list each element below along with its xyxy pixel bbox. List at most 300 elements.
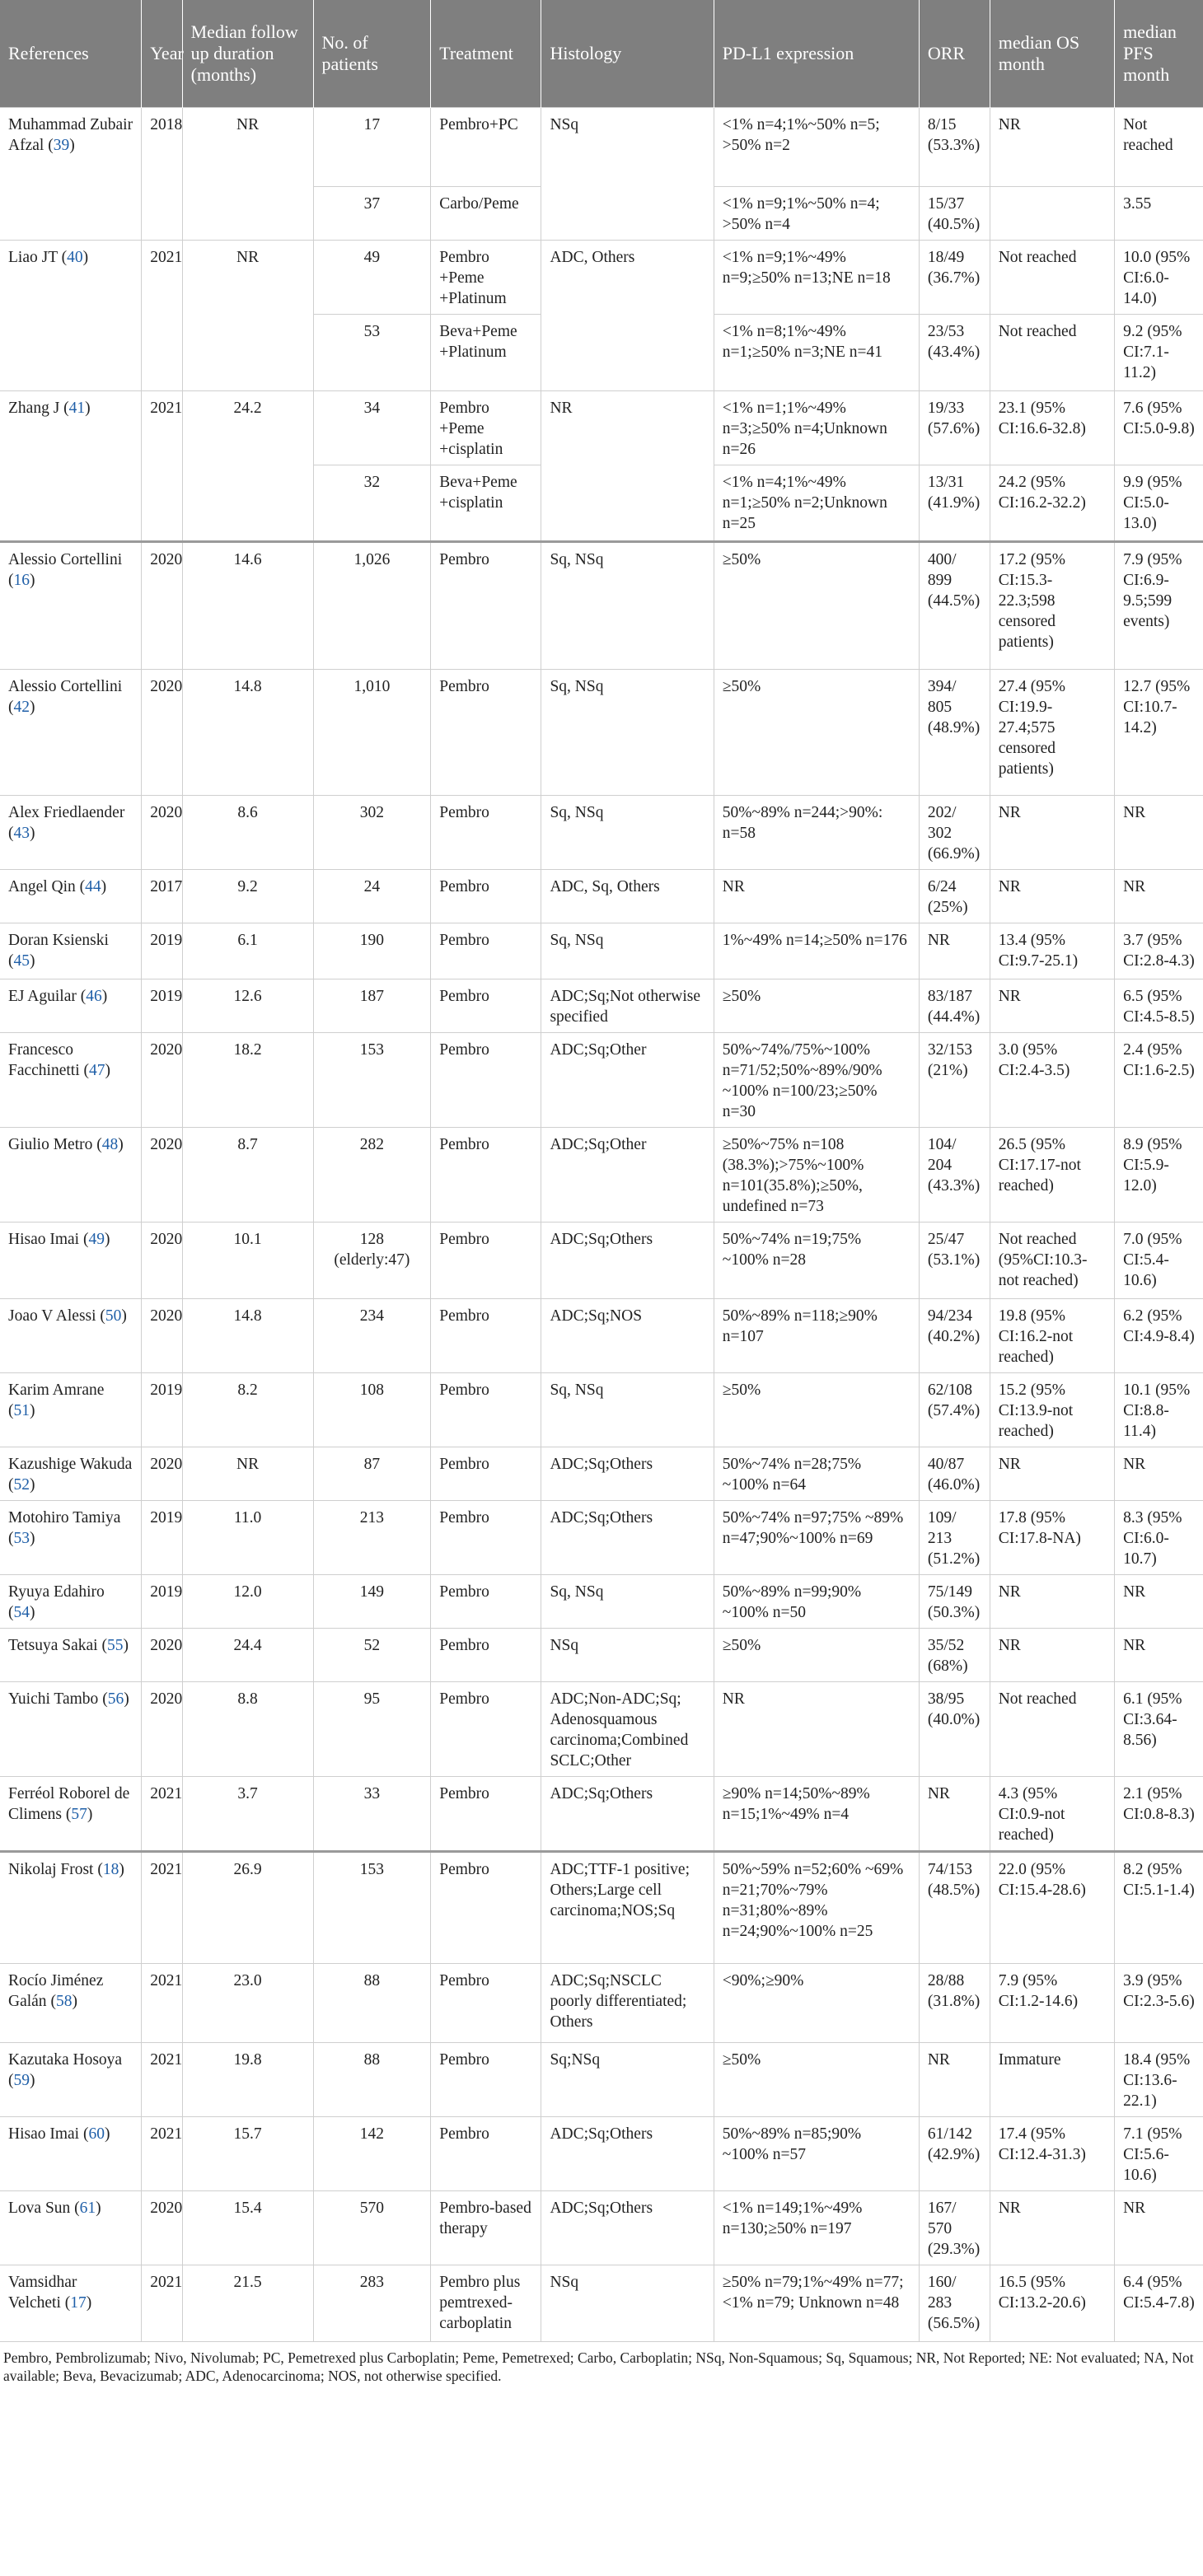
pfs-cell: 9.9 (95% CI:5.0-13.0) (1115, 465, 1203, 541)
table-row (0, 1372, 1203, 1447)
pdl1-cell: ≥50% n=79;1%~49% n=77;<1% n=79; Unknown n=48 (714, 2265, 919, 2341)
author-name: Angel Qin (8, 877, 76, 895)
reference-cell: Ferréol Roborel de Climens (57) (0, 1776, 142, 1851)
pdl1-cell: <1% n=9;1%~50% n=4; >50% n=4 (714, 186, 919, 240)
pdl1-cell: ≥50%~75% n=108 (38.3%);>75%~100% n=101(35.8%);≥50%, undefined n=73 (714, 1127, 919, 1222)
year-cell: 2021 (142, 1776, 182, 1851)
orr-cell: NR (919, 923, 990, 979)
reference-cell: Joao V Alessi (50) (0, 1298, 142, 1372)
author-name: Francesco Facchinetti (8, 1040, 80, 1079)
table-row (0, 541, 1203, 669)
column-header: ORR (919, 0, 990, 107)
author-name: Hisao Imai (8, 2125, 80, 2143)
os-cell: Not reached (95%CI:10.3-not reached) (990, 1222, 1114, 1298)
patients-cell: 53 (313, 314, 431, 390)
pfs-cell: 7.6 (95% CI:5.0-9.8) (1115, 390, 1203, 465)
year-cell: 2021 (142, 390, 182, 541)
table-row (0, 923, 1203, 979)
pfs-cell: 6.1 (95% CI:3.64-8.56) (1115, 1681, 1203, 1776)
patients-cell: 234 (313, 1298, 431, 1372)
os-cell: NR (990, 795, 1114, 869)
column-header: PD-L1 expression (714, 0, 919, 107)
year-cell: 2021 (142, 1851, 182, 1963)
patients-cell: 24 (313, 869, 431, 923)
os-cell: 13.4 (95% CI:9.7-25.1) (990, 923, 1114, 979)
reference-cell: Kazutaka Hosoya (59) (0, 2042, 142, 2116)
histology-cell: ADC;Sq;NOS (541, 1298, 714, 1372)
year-cell: 2021 (142, 2116, 182, 2190)
orr-cell: 19/33 (57.6%) (919, 390, 990, 465)
followup-cell: 8.7 (182, 1127, 313, 1222)
orr-cell: 75/149 (50.3%) (919, 1574, 990, 1628)
treatment-cell: Pembro+PC (431, 107, 541, 186)
citation-link: 41 (68, 399, 86, 417)
pfs-cell: Not reached (1115, 107, 1203, 186)
citation-link: 54 (13, 1603, 30, 1621)
treatment-cell: Pembro (431, 1574, 541, 1628)
pfs-cell: 6.5 (95% CI:4.5-8.5) (1115, 979, 1203, 1032)
followup-cell: 9.2 (182, 869, 313, 923)
orr-cell: 74/153 (48.5%) (919, 1851, 990, 1963)
year-cell: 2020 (142, 1298, 182, 1372)
table-row (0, 107, 1203, 186)
treatment-cell: Pembro (431, 979, 541, 1032)
patients-cell: 149 (313, 1574, 431, 1628)
pfs-cell: 10.1 (95% CI:8.8-11.4) (1115, 1372, 1203, 1447)
citation-link: 55 (106, 1636, 124, 1654)
table-row (0, 1500, 1203, 1574)
histology-cell: Sq, NSq (541, 1372, 714, 1447)
treatment-cell: Pembro (431, 1127, 541, 1222)
os-cell: NR (990, 1574, 1114, 1628)
header-row (0, 0, 1203, 107)
column-header: No. of patients (313, 0, 431, 107)
column-header: Median follow up duration (months) (182, 0, 313, 107)
histology-cell: ADC;Sq;Other (541, 1032, 714, 1127)
pdl1-cell: 50%~89% n=99;90% ~100% n=50 (714, 1574, 919, 1628)
os-cell: NR (990, 1447, 1114, 1500)
author-name: Hisao Imai (8, 1230, 80, 1248)
followup-cell: 14.8 (182, 1298, 313, 1372)
pfs-cell: 7.0 (95% CI:5.4-10.6) (1115, 1222, 1203, 1298)
reference-cell: Nikolaj Frost (18) (0, 1851, 142, 1963)
orr-cell: 400/ 899 (44.5%) (919, 541, 990, 669)
pfs-cell: 3.9 (95% CI:2.3-5.6) (1115, 1963, 1203, 2042)
citation-link: 18 (102, 1860, 119, 1878)
patients-cell: 34 (313, 390, 431, 465)
author-name: Alex Friedlaender (8, 803, 125, 821)
reference-cell: EJ Aguilar (46) (0, 979, 142, 1032)
pfs-cell: NR (1115, 1447, 1203, 1500)
pdl1-cell: <1% n=4;1%~50% n=5; >50% n=2 (714, 107, 919, 186)
table-row (0, 1447, 1203, 1500)
table-row (0, 979, 1203, 1032)
treatment-cell: Carbo/Peme (431, 186, 541, 240)
year-cell: 2020 (142, 1032, 182, 1127)
histology-cell: ADC;Sq;Others (541, 1776, 714, 1851)
citation-link: 40 (67, 248, 83, 266)
patients-cell: 17 (313, 107, 431, 186)
followup-cell: 8.6 (182, 795, 313, 869)
citation-link: 56 (107, 1690, 124, 1708)
pfs-cell: 8.3 (95% CI:6.0-10.7) (1115, 1500, 1203, 1574)
table-row (0, 795, 1203, 869)
reference-cell: Alex Friedlaender (43) (0, 795, 142, 869)
followup-cell: NR (182, 107, 313, 240)
year-cell: 2021 (142, 240, 182, 390)
table-row (0, 869, 1203, 923)
patients-cell: 1,026 (313, 541, 431, 669)
pfs-cell: 7.1 (95% CI:5.6-10.6) (1115, 2116, 1203, 2190)
followup-cell: 14.8 (182, 669, 313, 795)
treatment-cell: Pembro (431, 1447, 541, 1500)
author-name: Ryuya Edahiro (8, 1583, 105, 1601)
patients-cell: 283 (313, 2265, 431, 2341)
orr-cell: 23/53 (43.4%) (919, 314, 990, 390)
author-name: EJ Aguilar (8, 987, 77, 1005)
citation-link: 42 (13, 698, 30, 716)
pdl1-cell: <1% n=149;1%~49% n=130;≥50% n=197 (714, 2190, 919, 2265)
os-cell: 3.0 (95% CI:2.4-3.5) (990, 1032, 1114, 1127)
reference-cell: Yuichi Tambo (56) (0, 1681, 142, 1776)
treatment-cell: Pembro (431, 2116, 541, 2190)
citation-link: 53 (13, 1529, 30, 1547)
pdl1-cell: 50%~74% n=19;75% ~100% n=28 (714, 1222, 919, 1298)
pfs-cell: NR (1115, 1628, 1203, 1681)
author-name: Lova Sun (8, 2199, 71, 2217)
reference-cell: Vamsidhar Velcheti (17) (0, 2265, 142, 2341)
os-cell: 23.1 (95% CI:16.6-32.8) (990, 390, 1114, 465)
patients-cell: 88 (313, 1963, 431, 2042)
citation-link: 43 (13, 824, 30, 842)
patients-cell: 1,010 (313, 669, 431, 795)
patients-cell: 88 (313, 2042, 431, 2116)
citation-link: 61 (79, 2199, 96, 2217)
orr-cell: 32/153 (21%) (919, 1032, 990, 1127)
pfs-cell: NR (1115, 795, 1203, 869)
pdl1-cell: 50%~74% n=97;75% ~89% n=47;90%~100% n=69 (714, 1500, 919, 1574)
os-cell: NR (990, 979, 1114, 1032)
pdl1-cell: ≥90% n=14;50%~89% n=15;1%~49% n=4 (714, 1776, 919, 1851)
reference-cell: Zhang J (41) (0, 390, 142, 541)
pdl1-cell: ≥50% (714, 669, 919, 795)
followup-cell: 12.0 (182, 1574, 313, 1628)
table-row (0, 2116, 1203, 2190)
reference-cell: Ryuya Edahiro (54) (0, 1574, 142, 1628)
year-cell: 2020 (142, 541, 182, 669)
orr-cell: 28/88 (31.8%) (919, 1963, 990, 2042)
year-cell: 2021 (142, 2042, 182, 2116)
os-cell: 27.4 (95% CI:19.9-27.4;575 censored patients) (990, 669, 1114, 795)
histology-cell: Sq, NSq (541, 1574, 714, 1628)
author-name: Doran Ksienski (8, 931, 109, 949)
year-cell: 2018 (142, 107, 182, 240)
pfs-cell: 3.7 (95% CI:2.8-4.3) (1115, 923, 1203, 979)
citation-link: 59 (13, 2071, 30, 2089)
pdl1-cell: 50%~74%/75%~100% n=71/52;50%~89%/90% ~100% n=100/23;≥50% n=30 (714, 1032, 919, 1127)
pfs-cell: 6.2 (95% CI:4.9-8.4) (1115, 1298, 1203, 1372)
followup-cell: 24.4 (182, 1628, 313, 1681)
histology-cell: ADC;Sq;Others (541, 1500, 714, 1574)
pdl1-cell: <1% n=8;1%~49% n=1;≥50% n=3;NE n=41 (714, 314, 919, 390)
os-cell: 26.5 (95% CI:17.17-not reached) (990, 1127, 1114, 1222)
treatment-cell: Pembro (431, 1628, 541, 1681)
orr-cell: 18/49 (36.7%) (919, 240, 990, 314)
followup-cell: NR (182, 240, 313, 390)
patients-cell: 49 (313, 240, 431, 314)
reference-cell: Tetsuya Sakai (55) (0, 1628, 142, 1681)
table-header (0, 0, 1203, 107)
year-cell: 2019 (142, 1500, 182, 1574)
table-row (0, 1298, 1203, 1372)
year-cell: 2019 (142, 1574, 182, 1628)
table-row (0, 1851, 1203, 1963)
year-cell: 2017 (142, 869, 182, 923)
pfs-cell: 8.2 (95% CI:5.1-1.4) (1115, 1851, 1203, 1963)
reference-cell: Rocío Jiménez Galán (58) (0, 1963, 142, 2042)
pdl1-cell: <1% n=4;1%~49% n=1;≥50% n=2;Unknown n=25 (714, 465, 919, 541)
year-cell: 2020 (142, 2190, 182, 2265)
pdl1-cell: ≥50% (714, 1628, 919, 1681)
reference-cell: Alessio Cortellini (16) (0, 541, 142, 669)
treatment-cell: Pembro (431, 669, 541, 795)
citation-link: 17 (70, 2293, 87, 2312)
orr-cell: 61/142 (42.9%) (919, 2116, 990, 2190)
column-header: median PFS month (1115, 0, 1203, 107)
followup-cell: 15.7 (182, 2116, 313, 2190)
orr-cell: 8/15 (53.3%) (919, 107, 990, 186)
treatment-cell: Pembro (431, 1032, 541, 1127)
treatment-cell: Beva+Peme +Platinum (431, 314, 541, 390)
patients-cell: 33 (313, 1776, 431, 1851)
reference-cell: Lova Sun (61) (0, 2190, 142, 2265)
patients-cell: 153 (313, 1032, 431, 1127)
os-cell: NR (990, 2190, 1114, 2265)
histology-cell: ADC;Sq;Others (541, 1447, 714, 1500)
os-cell: NR (990, 869, 1114, 923)
pdl1-cell: ≥50% (714, 979, 919, 1032)
table-row (0, 1628, 1203, 1681)
orr-cell: 394/ 805 (48.9%) (919, 669, 990, 795)
orr-cell: 35/52 (68%) (919, 1628, 990, 1681)
patients-cell: 95 (313, 1681, 431, 1776)
followup-cell: 6.1 (182, 923, 313, 979)
followup-cell: 18.2 (182, 1032, 313, 1127)
citation-link: 51 (13, 1401, 30, 1419)
histology-cell: Sq, NSq (541, 923, 714, 979)
pfs-cell: 2.4 (95% CI:1.6-2.5) (1115, 1032, 1203, 1127)
table-row (0, 669, 1203, 795)
pdl1-cell: ≥50% (714, 1372, 919, 1447)
author-name: Liao JT (8, 248, 58, 266)
year-cell: 2020 (142, 1222, 182, 1298)
followup-cell: 12.6 (182, 979, 313, 1032)
os-cell: 24.2 (95% CI:16.2-32.2) (990, 465, 1114, 541)
patients-cell: 153 (313, 1851, 431, 1963)
treatment-cell: Pembro (431, 923, 541, 979)
pfs-cell: 2.1 (95% CI:0.8-8.3) (1115, 1776, 1203, 1851)
patients-cell: 32 (313, 465, 431, 541)
column-header: Year (142, 0, 182, 107)
patients-cell: 142 (313, 2116, 431, 2190)
histology-cell: NSq (541, 2265, 714, 2341)
year-cell: 2020 (142, 1127, 182, 1222)
year-cell: 2019 (142, 1372, 182, 1447)
table-row (0, 1776, 1203, 1851)
os-cell: 16.5 (95% CI:13.2-20.6) (990, 2265, 1114, 2341)
orr-cell: 83/187 (44.4%) (919, 979, 990, 1032)
table-row (0, 390, 1203, 465)
patients-cell: 128 (elderly:47) (313, 1222, 431, 1298)
os-cell: NR (990, 107, 1114, 186)
column-header: References (0, 0, 142, 107)
reference-cell: Doran Ksienski (45) (0, 923, 142, 979)
treatment-cell: Pembro (431, 541, 541, 669)
pfs-cell: 9.2 (95% CI:7.1-11.2) (1115, 314, 1203, 390)
pdl1-cell: <1% n=9;1%~49% n=9;≥50% n=13;NE n=18 (714, 240, 919, 314)
citation-link: 45 (13, 951, 30, 970)
table-row (0, 1681, 1203, 1776)
treatment-cell: Pembro (431, 1963, 541, 2042)
reference-cell: Muhammad Zubair Afzal (39) (0, 107, 142, 240)
author-name: Zhang J (8, 399, 60, 417)
histology-cell: Sq, NSq (541, 795, 714, 869)
pfs-cell: 10.0 (95% CI:6.0-14.0) (1115, 240, 1203, 314)
author-name: Motohiro Tamiya (8, 1508, 121, 1526)
treatment-cell: Pembro (431, 1372, 541, 1447)
orr-cell: 167/ 570 (29.3%) (919, 2190, 990, 2265)
pfs-cell: 6.4 (95% CI:5.4-7.8) (1115, 2265, 1203, 2341)
histology-cell: Sq, NSq (541, 669, 714, 795)
table-row (0, 240, 1203, 314)
os-cell: 22.0 (95% CI:15.4-28.6) (990, 1851, 1114, 1963)
treatment-cell: Pembro plus pemtrexed-carboplatin (431, 2265, 541, 2341)
histology-cell: ADC;TTF-1 positive; Others;Large cell carcinoma;NOS;Sq (541, 1851, 714, 1963)
orr-cell: 109/ 213 (51.2%) (919, 1500, 990, 1574)
os-cell: 17.8 (95% CI:17.8-NA) (990, 1500, 1114, 1574)
table-row (0, 2190, 1203, 2265)
reference-cell: Liao JT (40) (0, 240, 142, 390)
pdl1-cell: <1% n=1;1%~49% n=3;≥50% n=4;Unknown n=26 (714, 390, 919, 465)
treatment-cell: Pembro (431, 1500, 541, 1574)
patients-cell: 282 (313, 1127, 431, 1222)
author-name: Tetsuya Sakai (8, 1636, 98, 1654)
followup-cell: 11.0 (182, 1500, 313, 1574)
treatment-cell: Pembro (431, 1851, 541, 1963)
table-body (0, 107, 1203, 2341)
orr-cell: NR (919, 2042, 990, 2116)
reference-cell: Francesco Facchinetti (47) (0, 1032, 142, 1127)
author-name: Kazutaka Hosoya (8, 2050, 123, 2069)
orr-cell: 160/ 283 (56.5%) (919, 2265, 990, 2341)
orr-cell: 40/87 (46.0%) (919, 1447, 990, 1500)
orr-cell: 13/31 (41.9%) (919, 465, 990, 541)
pdl1-cell: 50%~59% n=52;60% ~69% n=21;70%~79% n=31;80%~89% n=24;90%~100% n=25 (714, 1851, 919, 1963)
author-name: Giulio Metro (8, 1135, 93, 1153)
reference-cell: Alessio Cortellini (42) (0, 669, 142, 795)
histology-cell: Sq, NSq (541, 541, 714, 669)
histology-cell: ADC;Sq;Others (541, 2190, 714, 2265)
reference-cell: Angel Qin (44) (0, 869, 142, 923)
orr-cell: 62/108 (57.4%) (919, 1372, 990, 1447)
treatment-cell: Pembro +Peme +cisplatin (431, 390, 541, 465)
os-cell: Not reached (990, 314, 1114, 390)
pfs-cell: 12.7 (95% CI:10.7-14.2) (1115, 669, 1203, 795)
year-cell: 2019 (142, 923, 182, 979)
citation-link: 39 (53, 136, 70, 154)
year-cell: 2021 (142, 1963, 182, 2042)
citation-link: 47 (89, 1061, 105, 1079)
citation-link: 58 (55, 1992, 73, 2010)
patients-cell: 87 (313, 1447, 431, 1500)
citation-link: 16 (13, 571, 30, 589)
author-name: Muhammad Zubair Afzal (8, 115, 133, 154)
pdl1-cell: 50%~89% n=118;≥90% n=107 (714, 1298, 919, 1372)
treatment-cell: Pembro-based therapy (431, 2190, 541, 2265)
pdl1-cell: 50%~74% n=28;75% ~100% n=64 (714, 1447, 919, 1500)
reference-cell: Hisao Imai (49) (0, 1222, 142, 1298)
followup-cell: 24.2 (182, 390, 313, 541)
pdl1-cell: ≥50% (714, 541, 919, 669)
treatment-cell: Pembro (431, 1681, 541, 1776)
patients-cell: 187 (313, 979, 431, 1032)
citation-link: 60 (88, 2125, 105, 2143)
citation-link: 44 (85, 877, 101, 895)
citation-link: 46 (86, 987, 102, 1005)
pdl1-cell: 50%~89% n=244;>90%: n=58 (714, 795, 919, 869)
pdl1-cell: ≥50% (714, 2042, 919, 2116)
orr-cell: 25/47 (53.1%) (919, 1222, 990, 1298)
year-cell: 2019 (142, 979, 182, 1032)
os-cell: 17.2 (95% CI:15.3-22.3;598 censored patients) (990, 541, 1114, 669)
table-row (0, 2042, 1203, 2116)
pfs-cell: NR (1115, 2190, 1203, 2265)
table-row (0, 1032, 1203, 1127)
treatment-cell: Pembro +Peme +Platinum (431, 240, 541, 314)
followup-cell: NR (182, 1447, 313, 1500)
citation-link: 48 (101, 1135, 119, 1153)
reference-cell: Giulio Metro (48) (0, 1127, 142, 1222)
citation-link: 57 (71, 1805, 87, 1823)
treatment-cell: Pembro (431, 1222, 541, 1298)
patients-cell: 190 (313, 923, 431, 979)
patients-cell: 37 (313, 186, 431, 240)
histology-cell: NR (541, 390, 714, 541)
os-cell: Not reached (990, 240, 1114, 314)
year-cell: 2020 (142, 669, 182, 795)
reference-cell: Kazushige Wakuda (52) (0, 1447, 142, 1500)
orr-cell: 6/24 (25%) (919, 869, 990, 923)
histology-cell: ADC;Sq;NSCLC poorly differentiated; Others (541, 1963, 714, 2042)
author-name: Alessio Cortellini (8, 677, 123, 695)
histology-cell: ADC;Sq;Not otherwise specified (541, 979, 714, 1032)
column-header: Histology (541, 0, 714, 107)
citation-link: 52 (13, 1475, 30, 1494)
treatment-cell: Pembro (431, 1776, 541, 1851)
treatment-cell: Pembro (431, 869, 541, 923)
treatment-cell: Beva+Peme +cisplatin (431, 465, 541, 541)
patients-cell: 52 (313, 1628, 431, 1681)
patients-cell: 570 (313, 2190, 431, 2265)
pdl1-cell: 1%~49% n=14;≥50% n=176 (714, 923, 919, 979)
os-cell: 4.3 (95% CI:0.9-not reached) (990, 1776, 1114, 1851)
table-row (0, 2265, 1203, 2341)
pfs-cell: 7.9 (95% CI:6.9-9.5;599 events) (1115, 541, 1203, 669)
year-cell: 2020 (142, 1681, 182, 1776)
followup-cell: 8.8 (182, 1681, 313, 1776)
table-row (0, 1222, 1203, 1298)
year-cell: 2020 (142, 795, 182, 869)
